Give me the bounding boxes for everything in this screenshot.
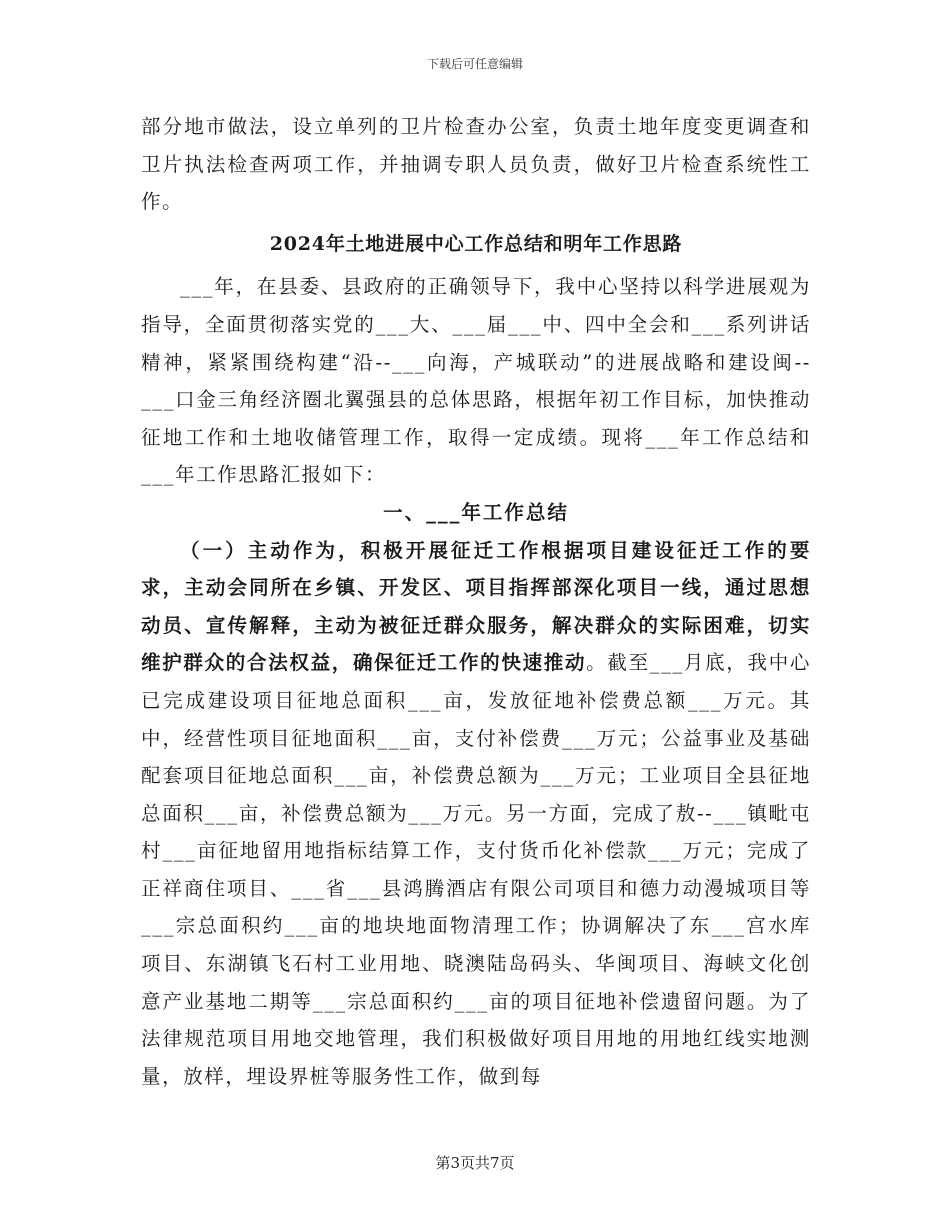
page-header-note: 下载后可任意编辑 (426, 57, 523, 71)
section-heading: 一、___年工作总结 (383, 500, 569, 524)
subsection-body-text: 。截至___月底，我中心已完成建设项目征地总面积___亩，发放征地补偿费总额___万元。其中，经营性项目征地面积___亩，支付补偿费___万元；公益事业及基础配套项目征地总面积___亩，补偿费总额为___万元；工业项目全县征地总面积___亩，补偿费总额为___万元。另一方面，完成了敖--___镇毗屯村___亩征地留用地指标结算工作，支付货币化补偿款___万元；完成了正祥商住项目、___省___县鸿腾酒店有限公司项目和德力动漫城项目等___宗总面积约___亩的地块地面物清理工作；协调解决了东___宫水库项目、东湖镇飞石村工业用地、晓澳陆岛码头、华闽项目、海峡文化创意产业基地二期等___宗总面积约___亩的项目征地补偿遗留问题。为了法律规范项目用地交地管理，我们积极做好项目用地的用地红线实地测量，放样，埋设界桩等服务性工作，做到每 (141, 651, 812, 1088)
continuation-paragraph: 部分地市做法，设立单列的卫片检查办公室，负责土地年度变更调查和卫片执法检查两项工作，并抽调专职人员负责，做好卫片检查系统性工作。 (141, 115, 811, 214)
page-number-footer: 第3页共7页 (435, 1154, 515, 1172)
subsection-paragraph (141, 532, 811, 1096)
document-body (141, 108, 811, 1095)
intro-paragraph: ___年，在县委、县政府的正确领导下，我中心坚持以科学进展观为指导，全面贯彻落实党的___大、___届___中、四中全会和___系列讲话精神，紧紧围绕构建“沿--___向海，产城联动”的进展战略和建设闽--___口金三角经济圈北翼强县的总体思路，根据年初工作目标，加快推动征地工作和土地收储管理工作，取得一定成绩。现将___年工作总结和___年工作思路汇报如下： (141, 275, 811, 487)
subsection-bold-lead: （一）主动作为，积极开展征迁工作根据项目建设征迁工作的要求，主动会同所在乡镇、开发区、项目指挥部深化项目一线，通过思想动员、宣传解释，主动为被征迁群众服务，解决群众的实际困难，切实维护群众的合法权益，确保征迁工作的快速推动 (141, 538, 811, 675)
document-title: 2024年土地进展中心工作总结和明年工作思路 (269, 232, 683, 255)
